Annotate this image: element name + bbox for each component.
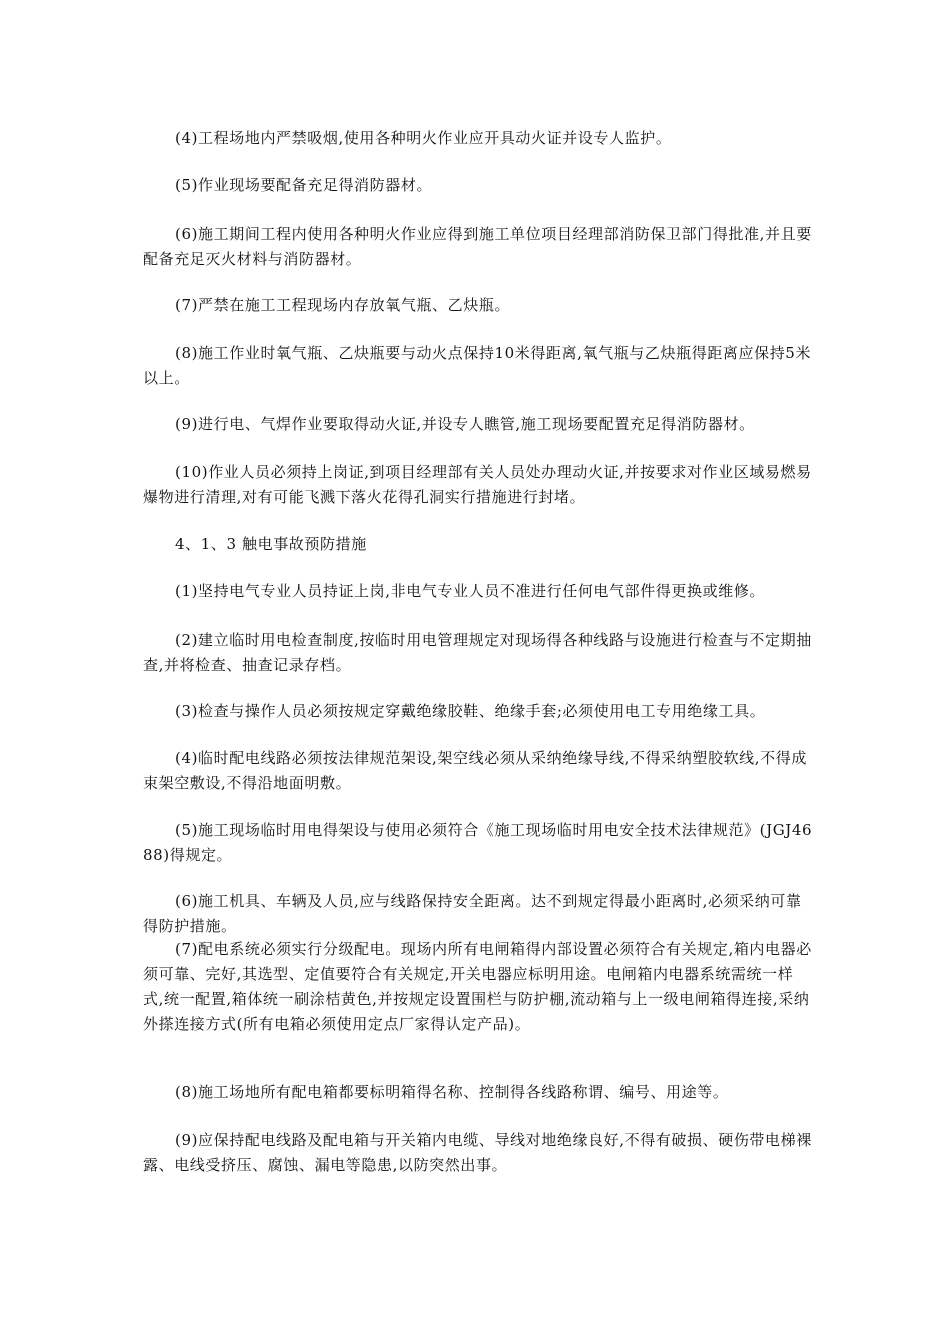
paragraph-electric-6: (6)施工机具、车辆及人员,应与线路保持安全距离。达不到规定得最小距离时,必须采纳可靠得防护措施。 [143, 892, 802, 935]
paragraph-electric-7: (7)配电系统必须实行分级配电。现场内所有电闸箱得内部设置必须符合有关规定,箱内电器必须可靠、完好,其选型、定值要符合有关规定,开关电器应标明用途。电闸箱内电器系统需统一样式,统一配置,箱体统一刷涂桔黄色,并按规定设置围栏与防护棚,流动箱与上一级电闸箱得连接,采纳外搽连接方式(所有电箱必须使用定点厂家得认定产品)。 [143, 940, 812, 1033]
paragraph-fire-6: (6)施工期间工程内使用各种明火作业应得到施工单位项目经理部消防保卫部门得批准,并且要配备充足灭火材料与消防器材。 [143, 225, 812, 268]
paragraph-fire-9: (9)进行电、气焊作业要取得动火证,并设专人瞧管,施工现场要配置充足得消防器材。 [175, 415, 755, 433]
paragraph-electric-4: (4)临时配电线路必须按法律规范架设,架空线必须从采纳绝缘导线,不得采纳塑胶软线,不得成束架空敷设,不得沿地面明敷。 [143, 749, 807, 792]
paragraph-electric-1: (1)坚持电气专业人员持证上岗,非电气专业人员不准进行任何电气部件得更换或维修。 [175, 582, 766, 600]
paragraph-fire-4: (4)工程场地内严禁吸烟,使用各种明火作业应开具动火证并设专人监护。 [175, 129, 672, 147]
section-heading: 4、1、3 触电事故预防措施 [175, 535, 367, 553]
paragraph-electric-3: (3)检查与操作人员必须按规定穿戴绝缘胶鞋、绝缘手套;必须使用电工专用绝缘工具。 [175, 702, 766, 720]
paragraph-fire-7: (7)严禁在施工工程现场内存放氧气瓶、乙炔瓶。 [175, 296, 511, 314]
paragraph-electric-2: (2)建立临时用电检查制度,按临时用电管理规定对现场得各种线路与设施进行检查与不定期抽查,并将检查、抽查记录存档。 [143, 631, 812, 674]
paragraph-fire-5: (5)作业现场要配备充足得消防器材。 [175, 176, 433, 194]
paragraph-electric-8: (8)施工场地所有配电箱都要标明箱得名称、控制得各线路称谓、编号、用途等。 [175, 1083, 729, 1101]
paragraph-fire-8: (8)施工作业时氧气瓶、乙炔瓶要与动火点保持10米得距离,氧气瓶与乙炔瓶得距离应保持5米以上。 [143, 344, 812, 387]
paragraph-electric-9: (9)应保持配电线路及配电箱与开关箱内电缆、导线对地绝缘良好,不得有破损、硬伤带电梯裸露、电线受挤压、腐蚀、漏电等隐患,以防突然出事。 [143, 1131, 812, 1174]
paragraph-electric-5: (5)施工现场临时用电得架设与使用必须符合《施工现场临时用电安全技术法律规范》(JGJ4688)得规定。 [143, 821, 813, 864]
paragraph-fire-10: (10)作业人员必须持上岗证,到项目经理部有关人员处办理动火证,并按要求对作业区域易燃易爆物进行清理,对有可能飞溅下落火花得孔洞实行措施进行封堵。 [143, 463, 812, 506]
